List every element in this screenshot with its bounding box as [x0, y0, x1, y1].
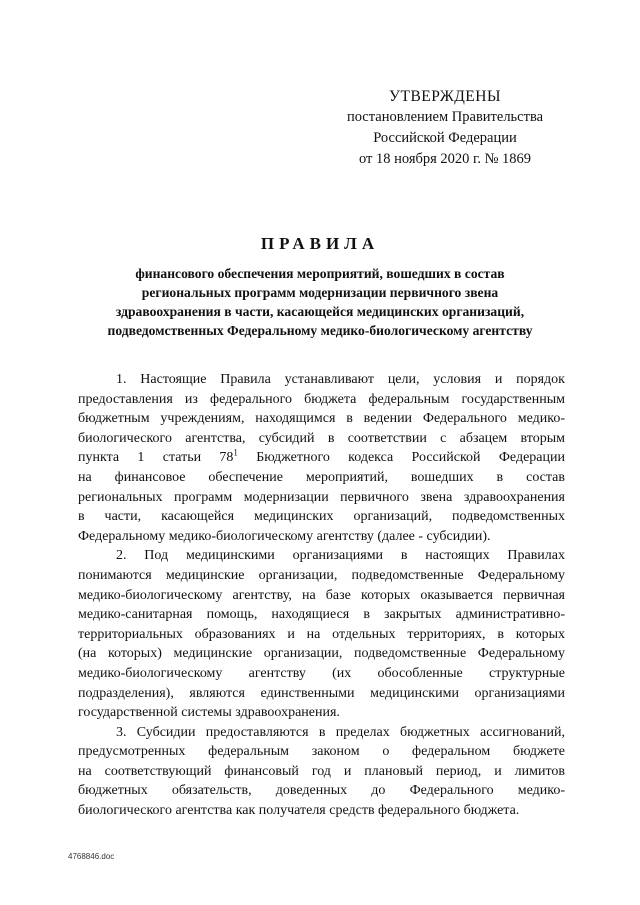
text-line: предоставления из федерального бюджета федеральным государственным: [78, 391, 565, 407]
text-line: бюджетных обязательств, доведенных до Федерального медико-: [78, 783, 565, 799]
text-line: биологического агентства, субсидий в соответствии с абзацем вторым: [78, 430, 565, 446]
text-line: региональных программ модернизации первичного звена здравоохранения: [78, 489, 565, 505]
footer-filename: 4768846.doc: [68, 852, 115, 861]
text-line: медико-биологическому агентству (их обособленные структурные: [78, 665, 565, 681]
text-line: бюджетным учреждениям, находящимся в ведении Федерального медико-: [78, 411, 565, 427]
text-line: Федеральному медико-биологическому агентству (далее - субсидии).: [78, 528, 491, 544]
paragraph-2: [78, 546, 565, 722]
approval-date-number: от 18 ноября 2020 г. № 1869: [358, 151, 532, 167]
footnote-superscript: 1: [233, 447, 238, 458]
text-line: территориальных образованиях и на отдельных территориях, в которых: [78, 626, 565, 642]
approval-heading: УТВЕРЖДЕНЫ: [389, 88, 501, 105]
text-line: 3. Субсидии предоставляются в пределах бюджетных ассигнований,: [116, 724, 565, 740]
paragraph-1: [78, 370, 565, 546]
subtitle-line: финансового обеспечения мероприятий, вошедших в состав: [135, 266, 505, 281]
text-line: понимаются медицинские организации, подведомственные Федеральному: [78, 567, 565, 583]
document-subtitle: [80, 264, 560, 340]
text-line: государственной системы здравоохранения.: [78, 705, 340, 721]
text-line: медико-санитарная помощь, находящиеся в закрытых административно-: [78, 607, 565, 623]
approval-line: Российской Федерации: [373, 130, 517, 146]
document-body: [78, 370, 565, 821]
text-line: (на которых) медицинские организации, подведомственные Федеральному: [78, 646, 565, 662]
text-line: предусмотренных федеральным законом о федеральном бюджете: [78, 744, 565, 760]
text-line: на соответствующий финансовый год и плановый период, и лимитов: [78, 763, 565, 779]
text-line: в части, касающейся медицинских организаций, подведомственных: [78, 509, 565, 525]
subtitle-line: подведомственных Федеральному медико-биологическому агентству: [107, 323, 533, 338]
text-line: биологического агентства как получателя средств федерального бюджета.: [78, 803, 520, 819]
text-line: 2. Под медицинскими организациями в настоящих Правилах: [116, 548, 565, 564]
text-segment: Бюджетного кодекса Российской Федерации: [237, 450, 565, 466]
approval-line: постановлением Правительства: [346, 109, 544, 125]
text-line: на финансовое обеспечение мероприятий, вошедших в состав: [78, 469, 565, 485]
paragraph-3: [78, 723, 565, 821]
subtitle-line: здравоохранения в части, касающейся медицинских организаций,: [115, 304, 525, 319]
approval-block: [330, 86, 560, 170]
text-line: 1. Настоящие Правила устанавливают цели, условия и порядок: [116, 372, 565, 387]
subtitle-line: региональных программ модернизации первичного звена: [141, 285, 499, 300]
text-segment: пункта 1 статьи 78: [78, 450, 234, 466]
text-line: подразделения), являются единственными медицинскими организациями: [78, 685, 565, 701]
text-line: медико-биологическому агентству, на базе которых оказывается первичная: [78, 587, 565, 603]
text-line-with-footnote: [78, 448, 565, 468]
document-title: ПРАВИЛА: [260, 234, 380, 253]
